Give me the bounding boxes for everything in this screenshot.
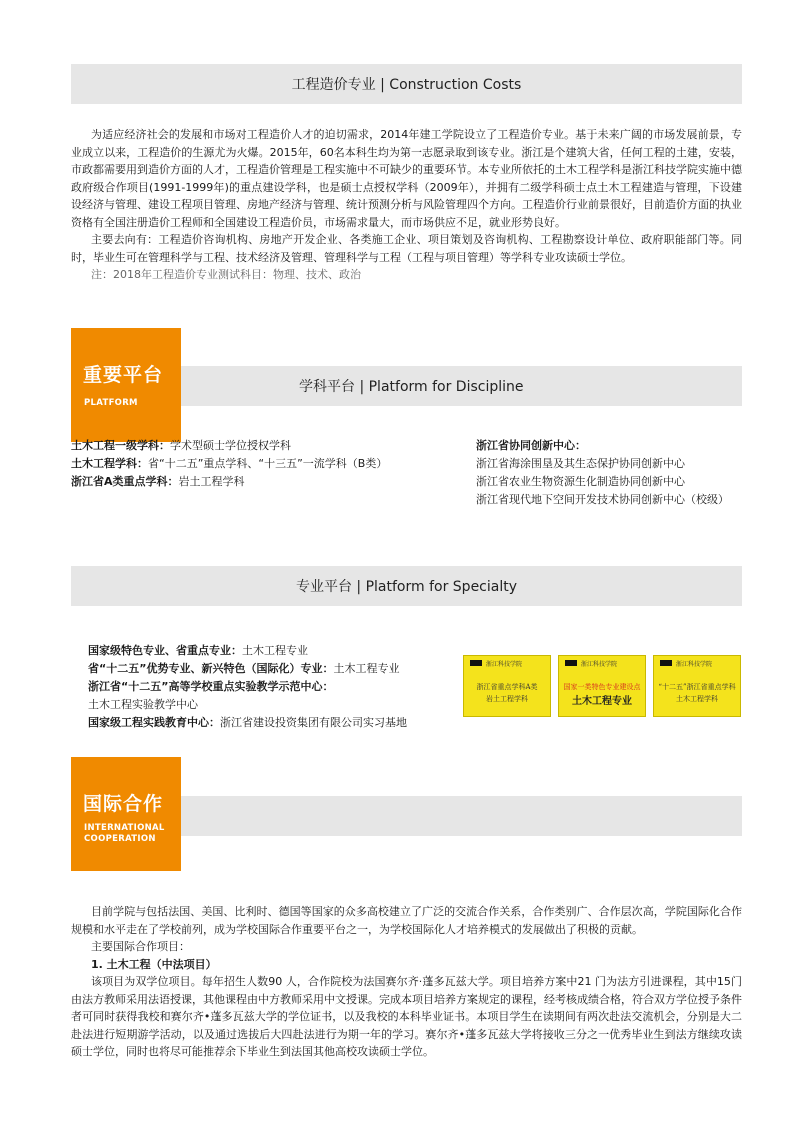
certificate-plaque: 浙江科技学院 “十二五”浙江省重点学科 土木工程学科 <box>653 655 741 717</box>
list-item: 浙江省A类重点学科：岩土工程学科 <box>71 475 245 488</box>
list-item: 省“十二五”优势专业、新兴特色（国际化）专业：土木工程专业 <box>88 662 400 675</box>
discipline-list-right <box>476 437 746 509</box>
list-item: 浙江省“十二五”高等学校重点实验教学示范中心： <box>88 680 334 693</box>
section-header-specialty <box>71 566 742 606</box>
certificate-plaque: 浙江科技学院 浙江省重点学科A类 岩土工程学科 <box>463 655 551 717</box>
list-item: 国家级工程实践教育中心：浙江省建设投资集团有限公司实习基地 <box>88 716 407 729</box>
section-title: 学科平台 | Platform for Discipline <box>299 379 524 395</box>
badge-title: 国际合作 <box>83 793 164 815</box>
project-description: 该项目为双学位项目。每年招生人数90 人，合作院校为法国赛尔齐·蓬多瓦兹大学。项目培养方案中21 门为法方引进课程，其中15门由法方教师采用法语授课，其他课程由中方教师采用中文授课。完成本项目培养方案规定的课程，经考核成绩合格，符合双方学位授予条件者可同时获得我校和赛尔齐•蓬多瓦兹大学的学位证书，以及我校的本科毕业证书。本项目学生在读期间有两次赴法交流机会，分别是大二赴法进行短期游学活动，以及通过选拔后大四赴法进行为期一年的学习。赛尔齐•蓬多瓦兹大学将接收三分之一优秀毕业生到法方继续攻读硕士学位，同时也将尽可能推荐余下毕业生到法国其他高校攻读硕士学位。 <box>71 975 742 1058</box>
cooperation-badge <box>71 757 181 871</box>
intro-paragraph: 为适应经济社会的发展和市场对工程造价人才的迫切需求，2014年建工学院设立了工程造价专业。基于未来广阔的市场发展前景，专业成立以来，工程造价的生源尤为火爆。2015年，60名本科生均为第一志愿录取到该专业。浙江是个建筑大省，任何工程的土建，安装，市政都需要用到造价方面的人才，工程造价管理是工程实施中不可缺少的重要环节。本专业所依托的土木工程学科是浙江科技学院实施中德政府级合作项目(1991-1999年)的重点建设学科，也是硕士点授权学科（2009年），并拥有二级学科硕士点土木工程建造与管理，下设建设经济与管理、建设工程项目管理、房地产经济与管理、统计预测分析与风险管理四个方向。工程造价行业前景很好，目前造价方面的执业资格有全国注册造价工程师和全国建设工程造价员，市场需求量大，而市场供应不足，就业形势良好。 <box>71 128 742 229</box>
construction-costs-text <box>71 126 742 284</box>
list-item: 浙江省农业生物资源生化制造协同创新中心 <box>476 475 685 488</box>
list-item: 浙江省海涂围垦及其生态保护协同创新中心 <box>476 457 685 470</box>
list-item: 土木工程学科：省“十二五”重点学科、“十三五”一流学科（B类） <box>71 457 388 470</box>
specialty-list <box>88 642 458 732</box>
certificate-plaque: 浙江科技学院 国家一类特色专业建设点 土木工程专业 <box>558 655 646 717</box>
badge-title: 重要平台 <box>83 364 164 386</box>
list-heading: 浙江省协同创新中心： <box>476 439 586 452</box>
list-item: 国家级特色专业、省重点专业：土木工程专业 <box>88 644 308 657</box>
badge-subtitle: PLATFORM <box>84 398 138 408</box>
section-header-construction-costs <box>71 64 742 104</box>
list-item: 土木工程一级学科：学术型硕士学位授权学科 <box>71 439 291 452</box>
projects-heading: 主要国际合作项目： <box>91 940 190 953</box>
exam-note: 注：2018年工程造价专业测试科目：物理、技术、政治 <box>91 268 361 281</box>
section-title: 专业平台 | Platform for Specialty <box>295 579 518 595</box>
platform-badge <box>71 328 181 442</box>
career-paragraph: 主要去向有：工程造价咨询机构、房地产开发企业、各类施工企业、项目策划及咨询机构、工程勘察设计单位、政府职能部门等。同时，毕业生可在管理科学与工程、技术经济及管理、管理科学与工程（工程与项目管理）等学科专业攻读硕士学位。 <box>71 233 742 264</box>
school-logo-icon <box>660 660 672 666</box>
project-title: 1. 土木工程（中法项目） <box>91 957 217 971</box>
cooperation-text <box>71 903 742 1061</box>
school-logo-icon <box>470 660 482 666</box>
cooperation-intro: 目前学院与包括法国、美国、比利时、德国等国家的众多高校建立了广泛的交流合作关系，合作类别广、合作层次高，学院国际化合作规模和水平走在了学校前列，成为学校国际合作重要平台之一，为学校国际化人才培养模式的发展做出了积极的贡献。 <box>71 905 742 936</box>
list-item: 土木工程实验教学中心 <box>88 698 198 711</box>
school-logo-icon <box>565 660 577 666</box>
badge-subtitle-line2: COOPERATION <box>84 834 156 844</box>
discipline-list-left <box>71 437 461 491</box>
section-title: 工程造价专业 | Construction Costs <box>291 77 522 93</box>
list-item: 浙江省现代地下空间开发技术协同创新中心（校级） <box>476 493 729 506</box>
badge-subtitle-line1: INTERNATIONAL <box>84 823 165 833</box>
